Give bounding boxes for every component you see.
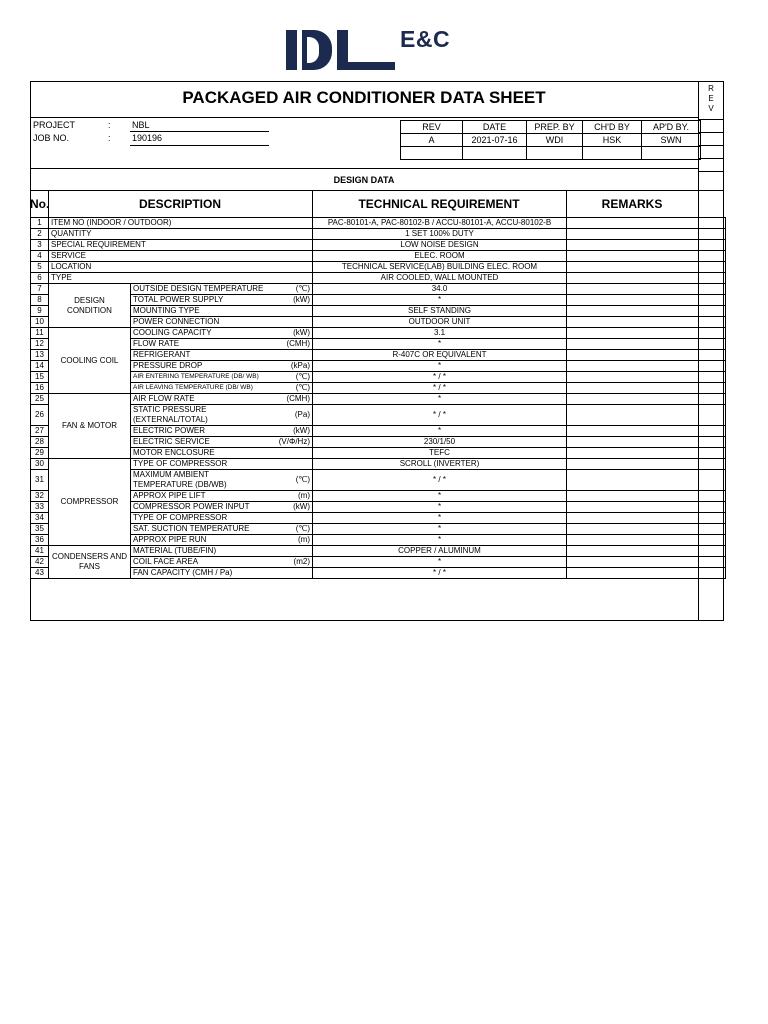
table-row: [31, 491, 726, 502]
row-technical-requirement: * / *: [313, 568, 567, 579]
row-description: LOCATION: [51, 262, 92, 271]
row-unit: (Pa): [294, 410, 310, 419]
row-remarks: [567, 372, 699, 383]
table-row: [31, 350, 726, 361]
row-unit: (℃): [295, 284, 310, 293]
group-label: COOLING COIL: [49, 328, 131, 394]
row-remarks: [567, 394, 699, 405]
row-number: 1: [31, 218, 49, 229]
row-number: 36: [31, 535, 49, 546]
row-description: TOTAL POWER SUPPLY: [133, 295, 224, 304]
row-number: 12: [31, 339, 49, 350]
row-remarks: [567, 513, 699, 524]
date-header: DATE: [463, 121, 527, 134]
row-description: TYPE OF COMPRESSOR: [133, 459, 228, 468]
row-rev: [699, 546, 726, 557]
row-description: OUTSIDE DESIGN TEMPERATURE: [133, 284, 264, 293]
column-technical-requirement: TECHNICAL REQUIREMENT: [358, 197, 520, 211]
page-title: PACKAGED AIR CONDITIONER DATA SHEET: [182, 88, 546, 107]
row-technical-requirement: *: [313, 339, 567, 350]
column-description: DESCRIPTION: [138, 197, 221, 211]
row-description: ELECTRIC SERVICE: [133, 437, 210, 446]
row-technical-requirement: 3.1: [313, 328, 567, 339]
row-description: SAT. SUCTION TEMPERATURE: [133, 524, 250, 533]
row-unit: (℃): [295, 475, 310, 484]
job-no-colon: :: [108, 133, 111, 143]
row-rev: [699, 295, 726, 306]
row-number: 11: [31, 328, 49, 339]
row-number: 2: [31, 229, 49, 240]
row-number: 10: [31, 317, 49, 328]
table-row: [31, 524, 726, 535]
row-number: 29: [31, 448, 49, 459]
row-technical-requirement: 230/1/50: [313, 437, 567, 448]
table-row: [31, 229, 726, 240]
row-description: MOUNTING TYPE: [133, 306, 200, 315]
table-row: [31, 218, 726, 229]
row-unit: (kW): [293, 426, 310, 435]
group-label: CONDENSERS AND FANS: [49, 546, 131, 579]
chd-by-value: HSK: [583, 134, 642, 147]
row-description: POWER CONNECTION: [133, 317, 220, 326]
row-description: AIR FLOW RATE: [133, 394, 195, 403]
row-technical-requirement: *: [313, 513, 567, 524]
job-no-value: 190196: [132, 133, 163, 143]
row-remarks: [567, 317, 699, 328]
row-number: 28: [31, 437, 49, 448]
row-technical-requirement: PAC-80101-A, PAC-80102-B / ACCU-80101-A, ACCU-80102-B: [313, 218, 567, 229]
row-number: 15: [31, 372, 49, 383]
row-remarks: [567, 383, 699, 394]
row-number: 9: [31, 306, 49, 317]
row-technical-requirement: R-407C OR EQUIVALENT: [313, 350, 567, 361]
row-remarks: [567, 262, 699, 273]
row-technical-requirement: *: [313, 426, 567, 437]
row-technical-requirement: *: [313, 557, 567, 568]
row-number: 33: [31, 502, 49, 513]
row-technical-requirement: SELF STANDING: [313, 306, 567, 317]
table-row: [31, 295, 726, 306]
prep-by-header: PREP. BY: [527, 121, 583, 134]
row-description: SERVICE: [51, 251, 86, 260]
row-description: REFRIGERANT: [133, 350, 191, 359]
table-row: [31, 372, 726, 383]
group-label: COMPRESSOR: [49, 459, 131, 546]
row-unit: (℃): [295, 372, 310, 381]
row-number: 34: [31, 513, 49, 524]
row-rev: [699, 394, 726, 405]
row-remarks: [567, 240, 699, 251]
table-row: [31, 394, 726, 405]
row-number: 25: [31, 394, 49, 405]
row-technical-requirement: ELEC. ROOM: [313, 251, 567, 262]
row-description: AIR ENTERING TEMPERATURE (DB/ WB): [133, 373, 259, 380]
table-row: [31, 546, 726, 557]
row-rev: [699, 405, 726, 426]
row-remarks: [567, 491, 699, 502]
row-number: 16: [31, 383, 49, 394]
row-description: SPECIAL REQUIREMENT: [51, 240, 146, 249]
date-value: 2021-07-16: [463, 134, 527, 147]
row-number: 13: [31, 350, 49, 361]
row-technical-requirement: *: [313, 524, 567, 535]
row-remarks: [567, 251, 699, 262]
row-description: COOLING CAPACITY: [133, 328, 212, 337]
row-technical-requirement: * / *: [313, 372, 567, 383]
revision-table: [400, 120, 701, 160]
table-row: [31, 273, 726, 284]
row-description: COIL FACE AREA: [133, 557, 199, 566]
row-description: STATIC PRESSURE (EXTERNAL/TOTAL): [133, 405, 208, 424]
design-data-heading: DESIGN DATA: [333, 175, 395, 185]
table-row: [31, 306, 726, 317]
row-unit: (m2): [293, 557, 310, 566]
project-value: NBL: [132, 120, 150, 130]
row-description: QUANTITY: [51, 229, 92, 238]
row-rev: [699, 459, 726, 470]
logo-text: E&C: [400, 26, 451, 52]
row-technical-requirement: *: [313, 295, 567, 306]
row-technical-requirement: TEFC: [313, 448, 567, 459]
row-remarks: [567, 295, 699, 306]
row-description: APPROX PIPE RUN: [133, 535, 207, 544]
row-rev: [699, 448, 726, 459]
row-number: 5: [31, 262, 49, 273]
row-technical-requirement: * / *: [313, 470, 567, 491]
row-technical-requirement: TECHNICAL SERVICE(LAB) BUILDING ELEC. ROOM: [313, 262, 567, 273]
row-technical-requirement: LOW NOISE DESIGN: [313, 240, 567, 251]
row-remarks: [567, 218, 699, 229]
row-remarks: [567, 448, 699, 459]
row-rev: [699, 524, 726, 535]
row-technical-requirement: *: [313, 394, 567, 405]
design-data-table: [30, 217, 726, 579]
row-rev: [699, 262, 726, 273]
row-number: 4: [31, 251, 49, 262]
table-row: [31, 470, 726, 491]
row-description: COMPRESSOR POWER INPUT: [133, 502, 250, 511]
row-number: 26: [31, 405, 49, 426]
row-rev: [699, 426, 726, 437]
row-remarks: [567, 328, 699, 339]
table-row: [31, 568, 726, 579]
row-number: 41: [31, 546, 49, 557]
row-technical-requirement: COPPER / ALUMINUM: [313, 546, 567, 557]
table-row: [31, 426, 726, 437]
row-rev: [699, 229, 726, 240]
project-label: PROJECT: [33, 120, 76, 130]
row-technical-requirement: *: [313, 535, 567, 546]
rev-vertical-label: R E V: [708, 84, 714, 113]
row-unit: (kW): [293, 502, 310, 511]
row-remarks: [567, 535, 699, 546]
row-description: FLOW RATE: [133, 339, 180, 348]
table-row: [31, 448, 726, 459]
row-rev: [699, 240, 726, 251]
row-remarks: [567, 361, 699, 372]
row-number: 6: [31, 273, 49, 284]
row-description: TYPE OF COMPRESSOR: [133, 513, 228, 522]
apd-by-header: AP'D BY.: [642, 121, 701, 134]
row-description: ITEM NO (INDOOR / OUTDOOR): [51, 218, 172, 227]
table-row: [31, 459, 726, 470]
row-remarks: [567, 339, 699, 350]
row-unit: (kW): [293, 295, 310, 304]
row-rev: [699, 437, 726, 448]
row-rev: [699, 372, 726, 383]
rev-value: A: [401, 134, 463, 147]
table-row: [31, 240, 726, 251]
row-remarks: [567, 229, 699, 240]
row-number: 14: [31, 361, 49, 372]
row-remarks: [567, 273, 699, 284]
row-rev: [699, 491, 726, 502]
row-unit: (CMH): [286, 394, 310, 403]
row-technical-requirement: 34.0: [313, 284, 567, 295]
row-rev: [699, 284, 726, 295]
row-remarks: [567, 459, 699, 470]
row-number: 35: [31, 524, 49, 535]
row-unit: (V/Φ/Hz): [278, 437, 310, 446]
row-rev: [699, 568, 726, 579]
row-description: ELECTRIC POWER: [133, 426, 206, 435]
row-description: PRESSURE DROP: [133, 361, 203, 370]
row-number: 42: [31, 557, 49, 568]
table-row: [31, 383, 726, 394]
row-unit: (CMH): [286, 339, 310, 348]
row-remarks: [567, 350, 699, 361]
row-remarks: [567, 502, 699, 513]
row-technical-requirement: * / *: [313, 383, 567, 394]
job-no-label: JOB NO.: [33, 133, 70, 143]
row-rev: [699, 218, 726, 229]
column-no: No.: [30, 197, 50, 211]
row-rev: [699, 383, 726, 394]
table-row: [31, 535, 726, 546]
row-unit: (kPa): [290, 361, 310, 370]
prep-by-value: WDI: [527, 134, 583, 147]
table-row: [31, 437, 726, 448]
group-label: DESIGN CONDITION: [49, 284, 131, 328]
row-rev: [699, 251, 726, 262]
table-row: [31, 317, 726, 328]
row-unit: (℃): [295, 383, 310, 392]
row-rev: [699, 328, 726, 339]
row-unit: (m): [298, 535, 310, 544]
row-technical-requirement: *: [313, 491, 567, 502]
company-logo: [286, 26, 476, 72]
row-remarks: [567, 524, 699, 535]
row-technical-requirement: OUTDOOR UNIT: [313, 317, 567, 328]
row-technical-requirement: *: [313, 502, 567, 513]
chd-by-header: CH'D BY: [583, 121, 642, 134]
row-number: 27: [31, 426, 49, 437]
table-row: [31, 328, 726, 339]
row-description: MAXIMUM AMBIENT TEMPERATURE (DB/WB): [133, 470, 227, 489]
row-rev: [699, 502, 726, 513]
row-rev: [699, 273, 726, 284]
row-rev: [699, 317, 726, 328]
row-rev: [699, 470, 726, 491]
row-unit: (℃): [295, 524, 310, 533]
table-row: [31, 251, 726, 262]
row-description: MATERIAL (TUBE/FIN): [133, 546, 217, 555]
row-remarks: [567, 546, 699, 557]
row-remarks: [567, 306, 699, 317]
row-remarks: [567, 557, 699, 568]
table-row: [31, 405, 726, 426]
row-unit: (kW): [293, 328, 310, 337]
row-remarks: [567, 426, 699, 437]
row-remarks: [567, 405, 699, 426]
row-description: APPROX PIPE LIFT: [133, 491, 206, 500]
row-remarks: [567, 284, 699, 295]
row-technical-requirement: *: [313, 361, 567, 372]
table-row: [31, 557, 726, 568]
column-remarks: REMARKS: [601, 197, 663, 211]
row-description: AIR LEAVING TEMPERATURE (DB/ WB): [133, 384, 253, 391]
row-description: MOTOR ENCLOSURE: [133, 448, 215, 457]
table-row: [31, 513, 726, 524]
row-rev: [699, 361, 726, 372]
row-remarks: [567, 568, 699, 579]
group-label: FAN & MOTOR: [49, 394, 131, 459]
row-rev: [699, 306, 726, 317]
row-rev: [699, 513, 726, 524]
row-remarks: [567, 470, 699, 491]
row-technical-requirement: * / *: [313, 405, 567, 426]
apd-by-value: SWN: [642, 134, 701, 147]
rev-header: REV: [401, 121, 463, 134]
project-colon: :: [108, 120, 111, 130]
table-row: [31, 262, 726, 273]
table-row: [31, 284, 726, 295]
row-number: 32: [31, 491, 49, 502]
row-number: 3: [31, 240, 49, 251]
row-rev: [699, 339, 726, 350]
row-technical-requirement: SCROLL (INVERTER): [313, 459, 567, 470]
table-row: [31, 361, 726, 372]
row-technical-requirement: AIR COOLED, WALL MOUNTED: [313, 273, 567, 284]
row-number: 7: [31, 284, 49, 295]
row-description: FAN CAPACITY (CMH / Pa): [133, 568, 233, 577]
row-remarks: [567, 437, 699, 448]
table-row: [31, 339, 726, 350]
row-rev: [699, 535, 726, 546]
row-number: 43: [31, 568, 49, 579]
row-number: 31: [31, 470, 49, 491]
row-number: 30: [31, 459, 49, 470]
row-rev: [699, 350, 726, 361]
row-description: TYPE: [51, 273, 72, 282]
row-unit: (m): [298, 491, 310, 500]
row-number: 8: [31, 295, 49, 306]
row-technical-requirement: 1 SET 100% DUTY: [313, 229, 567, 240]
table-row: [31, 502, 726, 513]
row-rev: [699, 557, 726, 568]
